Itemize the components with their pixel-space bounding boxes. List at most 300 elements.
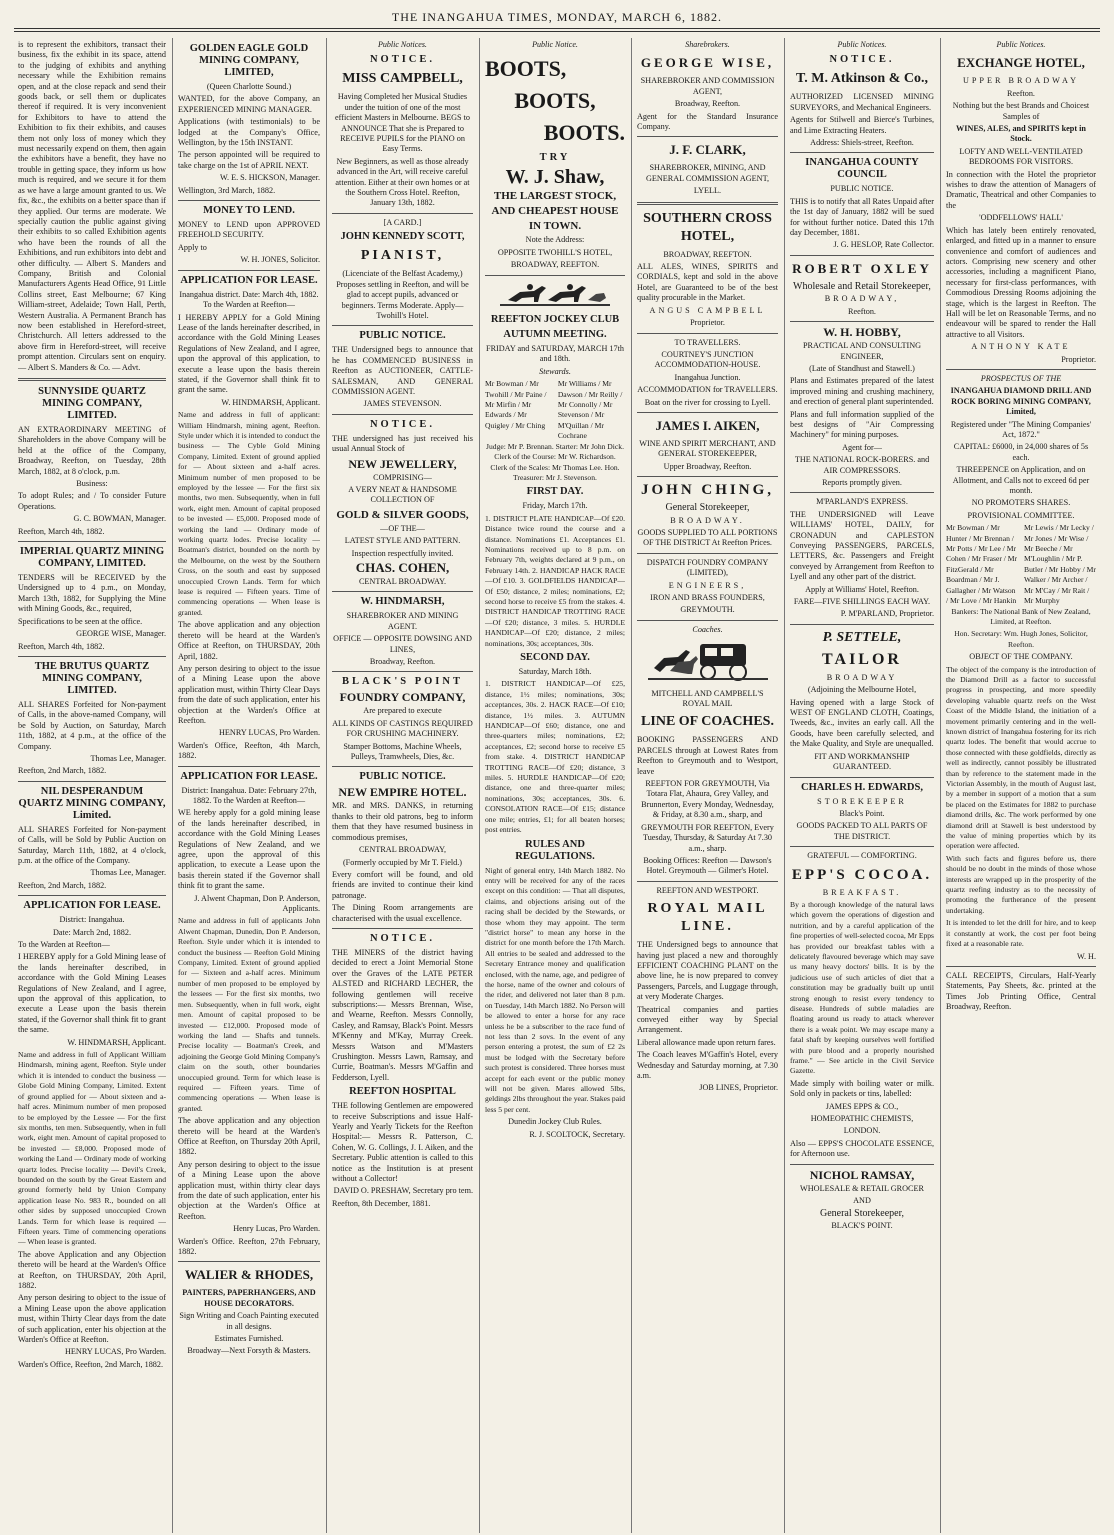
jockey-club-title: REEFTON JOCKEY CLUB bbox=[490, 314, 620, 326]
hospital-title: REEFTON HOSPITAL bbox=[349, 1086, 456, 1098]
express-sign: P. M'PARLAND, Proprietor. bbox=[840, 609, 934, 619]
reefton-westport: REEFTON AND WESTPORT. bbox=[656, 885, 759, 895]
empire-more: Every comfort will be found, and old friends are invited to continue their kind patronage. bbox=[332, 869, 473, 900]
cohen-inspection: Inspection respectfully invited. bbox=[351, 548, 454, 558]
empire-dining: The Dining Room arrangements are characterised with the usual excellence. bbox=[332, 903, 473, 923]
clark-name: J. F. CLARK, bbox=[669, 142, 746, 158]
committee-col-b: Mr Lewis / Mr Lecky / Mr Jones / Mr Wise / Mr Beeche / Mr M'Loughlin / Mr P. Butler / Mr Hobby / Mr Walker / Mr Archer / Mr M'Cay / Mr Rait / Mr Murphy bbox=[1024, 523, 1096, 606]
cohen-body: THE undersigned has just received his usual Annual Stock of bbox=[332, 433, 473, 454]
column-divider bbox=[631, 38, 632, 1533]
aiken-body: WINE AND SPIRIT MERCHANT, AND GENERAL STOREKEEPER, bbox=[639, 438, 776, 459]
separator bbox=[790, 846, 934, 847]
separator bbox=[637, 412, 778, 413]
column-divider bbox=[326, 38, 327, 1533]
card-label: [A CARD.] bbox=[383, 217, 422, 227]
brutus-sign: Thomas Lee, Manager. bbox=[90, 753, 166, 763]
separator bbox=[178, 1261, 320, 1262]
lease-sign: W. HINDMARSH, Applicant. bbox=[67, 1037, 166, 1047]
grateful: GRATEFUL — COMFORTING. bbox=[807, 851, 917, 861]
money-apply: Apply to bbox=[178, 242, 207, 252]
hobby-body: PRACTICAL AND CONSULTING ENGINEER, bbox=[802, 341, 922, 361]
lease2-body: WE hereby apply for a gold mining lease of the lands hereinafter described, in accordance with the Gold Mining Leases Regulations of New Zealand, and we agree, upon the approval of this application, to execute a Lease upon the basis therein stated if the Governor shall think fit to grant the same. bbox=[178, 808, 320, 891]
hindmarsh-address: Broadway, Reefton. bbox=[369, 657, 436, 667]
stewards-heading: Stewards. bbox=[539, 366, 571, 376]
lofty-rooms: LOFTY AND WELL-VENTILATED BEDROOMS FOR VISITORS. bbox=[959, 146, 1083, 167]
blacks-point: Black's Point. bbox=[839, 808, 885, 818]
cohen-latest: LATEST STYLE AND PATTERN. bbox=[344, 536, 461, 546]
sunnyside-title: SUNNYSIDE QUARTZ MINING COMPANY, LIMITED. bbox=[38, 386, 146, 421]
second-day: SECOND DAY. bbox=[520, 652, 590, 663]
sunnyside-business: Business: bbox=[76, 479, 108, 489]
separator bbox=[485, 275, 625, 276]
lease-title: APPLICATION FOR LEASE. bbox=[23, 900, 161, 912]
money-sign: W. H. JONES, Solicitor. bbox=[240, 255, 320, 265]
cohen-line: A VERY NEAT & HANDSOME COLLECTION OF bbox=[348, 484, 457, 505]
route-greymouth-reefton: GREYMOUTH FOR REEFTON, Every Tuesday, Thursday, & Saturday At 7.30 a.m., sharp. bbox=[641, 822, 774, 853]
separator bbox=[790, 152, 934, 153]
lease1-body: I HEREBY APPLY for a Gold Mining Lease of the lands hereinafter described, in accordance with the Gold Mining Leases Regulations of New Zealand, and I agree, upon the approval of this application, to execute a lease upon the basis therein stated, if the Governor shall think fit to grant the same. bbox=[178, 312, 320, 395]
lease1-head: Inangahua district. Date: March 4th, 1882. To the Warden at Reefton— bbox=[179, 289, 319, 310]
races-day-2: 1. DISTRICT HANDICAP—Of £25, distance, 1½ miles; nominations, 30s; acceptances, 30s. 2. HACK RACE—Of £10; distance, 1½ miles. 3. AUTUMN HANDICAP—Of £60; distance, one and three-quarters miles; nominations, £2; acceptances, £2; second horse to receive £5 from stake. 4. DISTRICT HANDICAP TROTTING RACE—Of £20; distance, 3 miles. 5. HURDLE HANDICAP—Of £20; distance, one and three-quarter miles; nominations, 30s; acceptances, 30s. 6. CONSOLATION RACE—Of £15; distance one mile; entries, £1; for all beaten horses; post entries. bbox=[485, 679, 625, 835]
upper-broadway: UPPER BROADWAY bbox=[962, 76, 1080, 86]
imperial-spec: Specifications to be seen at the office. bbox=[18, 616, 143, 626]
atkinson-name: T. M. Atkinson & Co., bbox=[796, 71, 928, 87]
section-heading: Public Notices. bbox=[378, 40, 427, 49]
stevenson-sign: JAMES STEVENSON. bbox=[363, 399, 442, 409]
greymouth: GREYMOUTH. bbox=[680, 605, 735, 615]
campbell-more: New Beginners, as well as those already advanced in the Art, will receive careful attention. Either at their own homes or at the Southern Cross Hotel. Reefton, January 13th, 1882. bbox=[335, 156, 470, 208]
lease-hearing: The above Application and any Objection thereto will be heard at the Warden's Office at Reefton, on THURSDAY, 20th April, 1882. bbox=[18, 1249, 166, 1290]
exhibition-advert: is to represent the exhibitors, transact their business, fix the exhibit in its space, attend to the judging of exhibits and anything necessary while the Exhibition remains open, and at the close repack and send their goods back, or sell them or duplicates thereof if required. It is very inconvenient for Exhibitors to have to attend the Exhibition to fix their exhibits, and causes them not only loss of money which they must necessarily expend on them, then again the exhibitors have a benefit, they have no trouble in getting space, they inform us how much is required, and we secure it for them as we have a large amount granted to us. We fix, &c., the exhibits on a better space than if they applied. Our terms are moderate. We specially caution the public against giving their exhibits to so called Exhibition agents who have been the rounds of all the Exhibitions, and run exhibitors into debt and other difficulty. — Albert S. Manders and Company, British and Colonial Manufacturers Agents Head Office, 91 Little Collins street, East Melbourne; 67 King William-street, Adelaide; Town Hall, Perth, Western Australia. A Permanent Branch has now been established in Hereford-street, Christchurch. All letters addressed to the above firm in Hereford-street, will receive prompt attention. Circulars sent on enquiry. — Albert S. Manders & Co. — Advt. bbox=[18, 40, 166, 372]
coach-illustration bbox=[637, 638, 778, 685]
oxley-address: BROADWAY, bbox=[824, 294, 900, 304]
column-divider bbox=[172, 38, 173, 1533]
lease-body: I HEREBY apply for a Gold Mining lease of the lands hereinafter described, in accordance with the Gold Mining Leases Regulations of New Zealand, and I agree, upon the approval of this application, to execute a Lease upon the basis therein stated, if the Governor shall think fit to grant the same. bbox=[18, 952, 166, 1035]
dispatch-title: DISPATCH FOUNDRY COMPANY (LIMITED), bbox=[646, 557, 769, 578]
foundry-items: Stamper Bottoms, Machine Wheels, Pulleys, Tramwheels, Dies, &c. bbox=[343, 741, 462, 762]
separator bbox=[332, 213, 473, 214]
separator bbox=[332, 928, 473, 929]
courtney-address: Inangahua Junction. bbox=[674, 372, 741, 382]
express-body: THE UNDERSIGNED will Leave WILLIAMS' HOTEL, DAILY, for CRONADUN and CAPLESTON Conveying PASSENGERS, PARCELS, LETTERS, &c. Passengers and Freight conveyed by Arrangement from Reefton to Lyell and any other part of the district. bbox=[790, 509, 934, 582]
chocolate: Also — EPPS'S CHOCOLATE ESSENCE, for Afternoon use. bbox=[790, 1138, 934, 1159]
column-divider bbox=[479, 38, 480, 1533]
tailor-adjoining: (Adjoining the Melbourne Hotel, bbox=[807, 685, 917, 695]
nothing-but-best: Nothing but the best Brands and Choicest Samples of bbox=[952, 101, 1090, 121]
bankers: Bankers: The National Bank of New Zealand, Limited, at Reefton. bbox=[951, 606, 1091, 626]
foundry-line: ALL KINDS OF CASTINGS REQUIRED FOR CRUSHING MACHINERY. bbox=[332, 718, 473, 739]
second-date: Saturday, March 18th. bbox=[518, 667, 592, 676]
general-storekeeper: General Storekeeper, bbox=[820, 1207, 904, 1219]
imperial-sign: GEORGE WISE, Manager. bbox=[76, 629, 166, 639]
council-body: THIS is to notify that all Rates Unpaid after the 1st day of January, 1882 will be sued for without further notice. Dated this 17th day December, 1881. bbox=[790, 196, 934, 238]
lease2-sign: J. Alwent Chapman, Don P. Anderson, Applicants. bbox=[194, 893, 320, 914]
ramsay-body: WHOLESALE & RETAIL GROCER bbox=[800, 1183, 924, 1193]
lease2-title: APPLICATION FOR LEASE. bbox=[180, 770, 318, 782]
royal-mail-coach: The Coach leaves M'Gaffin's Hotel, every Wednesday and Saturday morning, at 7.30 a.m. bbox=[637, 1050, 778, 1080]
atkinson-address: Address: Shiels-street, Reefton. bbox=[810, 138, 914, 148]
lease1-office: Warden's Office, Reefton, 4th March, 1882. bbox=[178, 740, 320, 761]
notice-title-3: NOTICE. bbox=[369, 932, 436, 944]
empire-title: NEW EMPIRE HOTEL. bbox=[338, 785, 467, 800]
council-sign: J. G. HESLOP, Rate Collector. bbox=[833, 240, 934, 250]
scott-body: (Licenciate of the Belfast Academy,) Proposes settling in Reefton, and will be glad to accept pupils, advanced or beginners. Terms Moderate. Apply—Twohill's Hotel. bbox=[336, 269, 469, 320]
lease2-head: District: Inangahua. Date: February 27th, 1882. To the Warden at Reefton— bbox=[181, 785, 317, 805]
tailor-address: BROADWAY bbox=[826, 672, 898, 682]
cohen-comp: COMPRISING— bbox=[373, 472, 432, 482]
jockey-footer: Dunedin Jockey Club Rules. bbox=[508, 1117, 602, 1127]
walier-sign: Sign Writing and Coach Painting executed in all designs. bbox=[179, 1311, 319, 1331]
reefton-label: Reefton. bbox=[1007, 88, 1035, 98]
brutus-title: THE BRUTUS QUARTZ MINING COMPANY, LIMITED. bbox=[34, 660, 150, 696]
hospital-body: THE following Gentlemen are empowered to receive Subscriptions and issue Half-Yearly and Yearly Tickets for the Reefton Hospital:— Messrs R. Patterson, C. Cohen, W. G. Collings, J. I. Aiken, and the Secretary. Public attention is called to this notice as the Institution is at present without a Collector! bbox=[332, 1101, 473, 1184]
council-title: INANGAHUA COUNTY COUNCIL bbox=[805, 157, 919, 181]
committee-list bbox=[946, 523, 1096, 606]
hobby-late: (Late of Standhust and Stawell.) bbox=[809, 363, 915, 373]
cohen-address: CENTRAL BROADWAY. bbox=[358, 577, 447, 586]
stewards-col-a: Mr Bowman / Mr Twohill / Mr Paine / Mr Mirfin / Mr Edwards / Mr Quigley / Mr Ching bbox=[485, 379, 547, 430]
intended: It is intended to let the drill for hire, and to keep it constantly at work, the cost per foot being fixed at a reasonable rate. bbox=[946, 918, 1096, 949]
ching-name: JOHN CHING, bbox=[640, 482, 774, 499]
company-title: INANGAHUA DIAMOND DRILL AND ROCK BORING MINING COMPANY, Limited, bbox=[950, 386, 1092, 417]
empire-body: MR. and MRS. DANKS, in returning thanks to their old patrons, beg to inform them that they have resumed business in commodious premises, bbox=[332, 801, 473, 842]
separator bbox=[178, 200, 320, 201]
ching-goods: GOODS SUPPLIED TO ALL PORTIONS OF THE DISTRICT At Reefton Prices. bbox=[637, 527, 778, 548]
lease2-hearing: The above application and any objection thereto will be heard at the Warden's Office at Reefton, on Thursday 20th April, 1882. bbox=[178, 1116, 320, 1157]
foundry-body: Are prepared to execute bbox=[363, 706, 442, 716]
lease1-hearing: The above application and any objection thereto will be heard at the Warden's Office at Reefton, on THURSDAY, 20th April, 1882. bbox=[178, 620, 320, 661]
oddfellows-hall: 'ODDFELLOWS' HALL' bbox=[979, 213, 1063, 223]
column-3 bbox=[332, 40, 473, 1530]
separator bbox=[946, 966, 1096, 967]
try-label: TRY bbox=[539, 152, 571, 164]
epps-made: Made simply with boiling water or milk. Sold only in packets or tins, labelled: bbox=[790, 1078, 934, 1099]
separator bbox=[790, 321, 934, 322]
oxley-name: ROBERT OXLEY bbox=[792, 260, 932, 276]
secretary: Hon. Secretary: Wm. Hugh Jones, Solicitor, Reefton. bbox=[954, 629, 1088, 649]
separator bbox=[790, 255, 934, 256]
registered: Registered under "The Mining Companies' Act, 1872." bbox=[950, 419, 1092, 439]
separator bbox=[18, 895, 166, 896]
walier-address: Broadway—Next Forsyth & Masters. bbox=[187, 1346, 311, 1356]
stewards-col-b: Mr Williams / Mr Dawson / Mr Reilly / Mr Connolly / Mr Stevenson / Mr M'Quillan / Mr Cochrane bbox=[557, 379, 623, 441]
southern-cross-title: SOUTHERN CROSS HOTEL, bbox=[643, 210, 772, 244]
edwards-name: CHARLES H. EDWARDS, bbox=[801, 781, 923, 793]
walier-body: PAINTERS, PAPERHANGERS, AND HOUSE DECORATORS. bbox=[182, 1288, 316, 1308]
empire-address: CENTRAL BROADWAY, bbox=[358, 845, 447, 855]
imperial-body: TENDERS will be RECEIVED by the Undersigned up to 4 p.m., on Monday, March 13th, 1882, for Supplying the Mine with Mining Goods, &c., required, bbox=[18, 573, 166, 614]
lease1-sign: W. HINDMARSH, Applicant. bbox=[221, 397, 320, 407]
object-body: The object of the company is the introduction of the Diamond Drill as a factor to successful progress in prospecting, and more speedily developing valuable quartz reefs on the West Coast of the Middle Island, the initiation of a movement primarily centering and in the well-known district of Inangahua fostering for its rich quartz lodes. The benefit that would accrue to those connected with these goldfields, directly as well as indirectly, cannot possibly be illustrated than by reference to the statement made in the Victorian Assembly, in the mouth of August last, by a member in support of a motion that a sum be placed on the Estimates for 1882 to purchase diamond drills, &c. The work performed by one diamond drill at Stawell is best understood by the value of mining properties which by its operation were affected. bbox=[946, 664, 1096, 851]
prospectus-sign: W. H. bbox=[1076, 951, 1096, 961]
coaches-heading: Coaches. bbox=[692, 624, 723, 634]
epps-title: EPP'S COCOA. bbox=[791, 866, 933, 883]
southern-cross-owner: ANGUS CAMPBELL bbox=[649, 305, 766, 315]
object-heading: OBJECT OF THE COMPANY. bbox=[969, 652, 1073, 662]
london: LONDON. bbox=[843, 1126, 881, 1136]
column-divider bbox=[940, 38, 941, 1533]
public-notice-2: PUBLIC NOTICE. bbox=[359, 771, 446, 783]
lease1-objection: Any person desiring to object to the issue of a Mining Lease upon the above application must, within Thirty Clear Days from the date of such application, enter his objection at the Warden's Office at Reefton. bbox=[178, 663, 320, 725]
tailor-body: Having opened with a large Stock of WEST OF ENGLAND CLOTH, Coatings, Tweeds, &c., invites an early call. All the Goods, have been carefully selected, and the Make Quality, and Style are unequalled. bbox=[790, 697, 934, 749]
hindmarsh-name: W. HINDMARSH, bbox=[360, 596, 445, 608]
stevenson-body: THE Undersigned begs to announce that he has COMMENCED BUSINESS in Reefton as AUCTIONEER, CATTLE-SALESMAN, AND GENERAL COMMISSION AGENT. bbox=[332, 345, 473, 396]
largest-stock: THE LARGEST STOCK, bbox=[493, 190, 617, 203]
nil-date: Reefton, 2nd March, 1882. bbox=[18, 880, 107, 890]
masthead-rule bbox=[14, 28, 1100, 29]
golden-eagle-date: Wellington, 3rd March, 1882. bbox=[178, 185, 276, 195]
southern-cross-body: ALL ALES, WINES, SPIRITS and CORDIALS, kept and sold in the above Hotel, are Guaranteed to be of the best quality procurable in the Market. bbox=[637, 262, 778, 303]
separator bbox=[637, 881, 778, 882]
golden-eagle-title: GOLDEN EAGLE GOLD MINING COMPANY, LIMITED, bbox=[189, 43, 309, 78]
booking-offices: Booking Offices: Reefton — Dawson's Hotel. Greymouth — Gilmer's Hotel. bbox=[643, 855, 772, 876]
separator bbox=[332, 591, 473, 592]
engineers: ENGINEERS, bbox=[668, 580, 747, 590]
walier-estimates: Estimates Furnished. bbox=[214, 1334, 284, 1344]
boots-3: BOOTS. bbox=[543, 120, 625, 146]
lease-officer: HENRY LUCAS, Pro Warden. bbox=[65, 1347, 166, 1357]
lease-office: Warden's Office, Reefton, 2nd March, 1882. bbox=[18, 1359, 164, 1369]
clark-body: SHAREBROKER, MINING, AND GENERAL COMMISSION AGENT, bbox=[645, 163, 770, 183]
council-notice: PUBLIC NOTICE. bbox=[830, 184, 894, 194]
rockborers: THE NATIONAL ROCK-BORERS. and AIR COMPRESSORS. bbox=[794, 455, 930, 475]
kate-name: ANTHONY KATE bbox=[971, 342, 1071, 352]
lease2-details: Name and address in full of applicants John Alwent Chapman, Dunedin, Don P. Anderson, Reefton. Style under which it is intended to conduct the business — Reefton Gold Mining Company, Limited. Extent of ground applied for — Sixteen and a-half acres. Minimum number of men proposed to be employed by the lessees — For the first six months, two men. Subsequently, when in full work, eight men. Amount of capital proposed to be invested — £12,000. Proposed mode of working the land — Shafts and tunnels. Precise locality — Boatman's Creek, and adjoining the George Gold Mining Company's claim on the south, other boundaries unoccupied ground. Term for which lease is required — Fifteen years. Time of commencing operations — When lease is granted. bbox=[178, 916, 320, 1113]
lease2-officer: Henry Lucas, Pro Warden. bbox=[233, 1224, 320, 1234]
separator bbox=[18, 656, 166, 657]
campbell-name: MISS CAMPBELL, bbox=[342, 71, 463, 87]
ching-address: BROADWAY. bbox=[670, 515, 745, 525]
imperial-date: Reefton, March 4th, 1882. bbox=[18, 641, 105, 651]
homeopathic: HOMEOPATHIC CHEMISTS, bbox=[810, 1114, 914, 1124]
kate-proprietor: Proprietor. bbox=[1061, 354, 1096, 364]
cohen-name: CHAS. COHEN, bbox=[355, 560, 450, 575]
lease-date: Date: March 2nd, 1882. bbox=[53, 927, 131, 937]
and-label: AND bbox=[853, 1196, 871, 1206]
separator bbox=[18, 378, 166, 381]
column-divider bbox=[784, 38, 785, 1533]
oxley-body: Wholesale and Retail Storekeeper, bbox=[793, 280, 931, 292]
separator bbox=[178, 270, 320, 271]
exchange-title: EXCHANGE HOTEL, bbox=[957, 55, 1085, 71]
address: OPPOSITE TWOHILL'S HOTEL, bbox=[497, 247, 613, 257]
cohen-gold: GOLD & SILVER GOODS, bbox=[336, 508, 469, 521]
cohen-of: —OF THE— bbox=[380, 523, 425, 533]
aiken-address: Upper Broadway, Reefton. bbox=[663, 461, 752, 471]
courtney-title: COURTNEY'S JUNCTION ACCOMMODATION-HOUSE. bbox=[654, 349, 761, 370]
mitchell-title: MITCHELL AND CAMPBELL'S ROYAL MAIL bbox=[651, 688, 764, 709]
sunnyside-items: To adopt Rules; and / To consider Future Operations. bbox=[18, 491, 166, 511]
section-heading: Public Notices. bbox=[837, 40, 887, 49]
separator bbox=[18, 541, 166, 542]
section-heading: Public Notice. bbox=[532, 40, 578, 49]
first-day: FIRST DAY. bbox=[526, 486, 584, 498]
ching-body: General Storekeeper, bbox=[665, 502, 750, 514]
call-receipts: CALL RECEIPTS, Circulars, Half-Yearly Statements, Pay Sheets, &c. printed at the Times Job Printing Office, Central Broadway, Reefton. bbox=[946, 970, 1096, 1012]
miners-body: THE MINERS of the district having decided to erect a Joint Memorial Stone over the Graves of the LATE PETER ALSTED and RICHARD LECHER, the following gentlemen will receive subscriptions:— Messrs Brennan, Wise, and Wearne, Reefton. Messrs Connolly, Casley, and Ramsay, Black's Point. Messrs M'Kenny and M'Kay, Murray Creek. Messrs Watson and M'Masters Crushington. Messrs Lawn, Ramsay, and Currie, Boatman's. Messrs M'Gaffin and Fedderson, Lyell. bbox=[332, 947, 473, 1082]
reports: Reports promptly given. bbox=[822, 477, 902, 487]
no-promoters: NO PROMOTERS SHARES. bbox=[971, 498, 1071, 508]
notice-title: NOTICE. bbox=[369, 54, 436, 66]
autumn-meeting: AUTUMN MEETING. bbox=[503, 329, 607, 341]
boots-1: BOOTS, bbox=[485, 56, 567, 82]
empire-former: (Formerly occupied by Mr T. Field.) bbox=[342, 857, 463, 867]
campbell-body: Having Completed her Musical Studies under the tuition of one of the most efficient Masters in Melbourne. BEGS to ANNOUNCE That she is Prepared to RECEIVE PUPILS for the PIANO on Easy Terms. bbox=[335, 92, 470, 154]
golden-eagle-apply: Applications (with testimonials) to be lodged at the Company's Office, Wellington, by the 15th INSTANT. bbox=[178, 117, 320, 148]
address-note: Note the Address: bbox=[525, 235, 585, 245]
sunnyside-sign: G. C. BOWMAN, Manager. bbox=[73, 514, 166, 524]
lease-to: To the Warden at Reefton— bbox=[18, 940, 110, 949]
racehorse-illustration bbox=[485, 280, 625, 311]
royal-mail-theatrical: Theatrical companies and parties conveyed either way by Special Arrangement. bbox=[637, 1004, 778, 1035]
cheapest-house: AND CHEAPEST HOUSE bbox=[491, 205, 619, 218]
scott-name: JOHN KENNEDY SCOTT, bbox=[340, 231, 465, 243]
express-title: M'PARLAND'S EXPRESS. bbox=[816, 497, 908, 507]
committee-heading: PROVISIONAL COMMITTEE. bbox=[967, 510, 1075, 520]
column-7 bbox=[946, 40, 1096, 1530]
separator bbox=[637, 202, 778, 205]
rules-heading: RULES AND REGULATIONS. bbox=[515, 838, 595, 862]
to-travellers: TO TRAVELLERS. bbox=[674, 337, 741, 347]
notice-title: NOTICE. bbox=[829, 54, 895, 66]
masthead: THE INANGAHUA TIMES, MONDAY, MARCH 6, 1882. bbox=[391, 10, 723, 24]
masthead-rule-double bbox=[14, 31, 1100, 32]
hospital-date: Reefton, 8th December, 1881. bbox=[332, 1198, 431, 1208]
ramsay-name: NICHOL RAMSAY, bbox=[809, 1167, 915, 1182]
separator bbox=[637, 620, 778, 621]
lease-objection: Any person desiring to object to the issue of a Mining Lease upon the above application must, within Thirty Clear days from the date of such application, enter his objection at the Warden's Office at Reefton. bbox=[18, 1293, 166, 1345]
epps-company: JAMES EPPS & CO., bbox=[825, 1101, 899, 1111]
express-apply: Apply at Williams' Hotel, Reefton. bbox=[805, 584, 919, 594]
stewards-list bbox=[485, 379, 625, 441]
brutus-date: Reefton, 2nd March, 1882. bbox=[18, 766, 107, 776]
golden-eagle-body: WANTED, for the above Company, an EXPERIENCED MINING MANAGER. bbox=[178, 94, 320, 114]
broadway-address: BROADWAY, REEFTON. bbox=[510, 260, 600, 270]
separator bbox=[637, 333, 778, 334]
column-5 bbox=[637, 40, 778, 1530]
cohen-new: NEW JEWELLERY, bbox=[348, 456, 457, 471]
column-6 bbox=[790, 40, 934, 1530]
lease1-details: Name and address in full of applicant: William Hindmarsh, mining agent, Reefton. Style under which it is intended to conduct the business — The Cyble Gold Mining Company, Limited. Extent of ground applied for — About sixteen and a-half acres. Minimum number of men proposed to be employed by the lessee — For the first six months, two men. Subsequently, when in full work, eight men. Amount of capital proposed to be invested — £5,000. Proposed mode of working the land — Ordinary mode of working quartz lodes. Precise locality — Boatman's district, bounded on the north by the Melbourne, on the west by the Southern Cross, on the south and east by supposed unoccupied Crown Lands. Term for which lease is required — Fifteen years. Time of commencing operations — When lease is granted. bbox=[178, 410, 320, 617]
wise-name: GEORGE WISE, bbox=[640, 55, 775, 71]
hobby-info: Plans and full information supplied of the best designs of "Air Compressing Machinery" for mining purposes. bbox=[790, 409, 934, 440]
public-notice: PUBLIC NOTICE. bbox=[359, 330, 446, 342]
lease-details: Name and address in full of Applicant William Hindmarsh, mining agent, Reefton. Style under which it is intended to conduct the business — Globe Gold Mining Company, Limited. Extent of ground applied for — About sixteen and a-half acres. Minimum number of men proposed to be employed by the Lessee — For the first six months, ten men. Subsequently, when in full work, eight men. Amount of capital proposed to be invested — £8,000. Proposed mode of working the Land — Ordinary mode of working quartz lodes. Precise locality — Devil's Creek, bounded on the south by the Great Eastern and ground formerly held by Union Company application lease No. 983 R., bounded on all other sides by supposed unoccupied Crown Lands. Term for which lease is required — Fifteen years. Time of commencing operations — When lease is granted. bbox=[18, 1050, 166, 1247]
threepence: THREEPENCE on Application, and on Allotment, and Calls not to exceed 6d per month. bbox=[952, 465, 1090, 496]
hobby-name: W. H. HOBBY, bbox=[823, 325, 901, 340]
wines-ales: WINES, ALES, and SPIRITS kept in Stock. bbox=[956, 124, 1086, 144]
golden-eagle-sub: (Queen Charlotte Sound.) bbox=[206, 82, 292, 91]
foundry-title: BLACK'S POINT bbox=[342, 676, 463, 688]
lease1-officer: HENRY LUCAS, Pro Warden. bbox=[219, 728, 320, 738]
atkinson-agents: Agents for Stilwell and Bierce's Turbines, and Lime Extracting Heaters. bbox=[790, 115, 934, 135]
storekeeper: STOREKEEPER bbox=[817, 796, 907, 806]
tailor-label: TAILOR bbox=[822, 650, 902, 668]
clark-address: LYELL. bbox=[693, 186, 722, 196]
separator bbox=[332, 325, 473, 326]
foundry-name: FOUNDRY COMPANY, bbox=[339, 690, 466, 705]
hall-body: Which has lately been entirely renovated, enlarged, and fitted up in a manner to ensure convenience and comfort of audiences and actors. Comprising new scenery and other accessories, including a magnificent Piano, necessary for first-class performances, with Commodious Dressing Rooms adjoining the stage, which is the largest in Reefton. The Hall will be let on Reasonable Terms, and no endeavour will be spared to render the Hall attractive to all Visitors. bbox=[946, 225, 1096, 339]
hindmarsh-body: SHAREBROKER AND MINING AGENT. bbox=[346, 611, 459, 631]
races-day-1: 1. DISTRICT PLATE HANDICAP—Of £20. Distance twice round the course and a distance. Nominations £1. Acceptances £1. Nominations received up to 8 p.m. on February 7th, weights declared at 9 p.m., on February 14th. 2. HANDICAP HACK RACE—Of £10. 3. GOLDFIELDS HANDICAP—Of £50; distance, 2 miles; nominations, £2; second horse to receive £5 from the stakes. 4. DISTRICT HANDICAP TROTTING RACE—Of £20; distance, 3 miles. 5. HURDLE HANDICAP—Of £20; distance, 2 miles; nominations, 30s; acceptances, 30s. bbox=[485, 513, 625, 648]
royal-mail-line: ROYAL MAIL LINE. bbox=[647, 901, 768, 935]
scott-title: PIANIST, bbox=[360, 248, 445, 264]
lease2-office: Warden's Office. Reefton, 27th February, 1882. bbox=[178, 1236, 320, 1257]
wise-agent: Agent for the Standard Insurance Company. bbox=[637, 111, 778, 132]
separator bbox=[790, 624, 934, 625]
shaw-name: W. J. Shaw, bbox=[505, 166, 605, 189]
express-fare: FARE—FIVE SHILLINGS EACH WAY. bbox=[793, 597, 931, 607]
sunnyside-date: Reefton, March 4th, 1882. bbox=[18, 526, 105, 536]
boat-note: Boat on the river for crossing to Lyell. bbox=[644, 397, 771, 407]
first-date: Friday, March 17th. bbox=[522, 501, 588, 511]
wise-address: Broadway, Reefton. bbox=[674, 99, 741, 109]
atkinson-body: AUTHORIZED LICENSED MINING SURVEYORS, and Mechanical Engineers. bbox=[790, 92, 934, 112]
aiken-name: JAMES I. AIKEN, bbox=[655, 417, 760, 433]
money-body: MONEY to LEND upon APPROVED FREEHOLD SECURITY. bbox=[178, 220, 320, 240]
separator bbox=[946, 369, 1096, 370]
lease-district: District: Inangahua. bbox=[59, 915, 125, 925]
nil-sign: Thomas Lee, Manager. bbox=[90, 868, 166, 878]
iron-founders: IRON AND BRASS FOUNDERS, bbox=[650, 593, 765, 602]
notice-title-2: NOTICE. bbox=[369, 418, 436, 430]
sunnyside-body: AN EXTRAORDINARY MEETING of Shareholders in the above Company will be held at the office of the Company, Broadway, Reefton, on Tuesday, 28th March, 1882, at 8 o'clock, p.m. bbox=[18, 425, 166, 476]
separator bbox=[332, 671, 473, 672]
breakfast: BREAKFAST. bbox=[822, 887, 902, 897]
wise-body: SHAREBROKER AND COMMISSION AGENT, bbox=[640, 76, 775, 96]
column-2 bbox=[178, 40, 320, 1530]
route-reefton-greymouth: REEFTON FOR GREYMOUTH, Via Totara Flat, Ahaura, Grey Valley, and Brunnerton, Every Monday, Wednesday, & Friday, at 8.30 a.m., sharp, and bbox=[641, 779, 774, 820]
separator bbox=[637, 553, 778, 554]
separator bbox=[332, 414, 473, 415]
hall-connection: In connection with the Hotel the proprietor wishes to draw the attention of Managers of Dramatic, Theatrical and other Companies to the bbox=[946, 169, 1096, 210]
jockey-sign: R. J. SCOLTOCK, Secretary. bbox=[529, 1129, 625, 1139]
golden-eagle-sign: W. E. S. HICKSON, Manager. bbox=[220, 173, 320, 183]
lease1-title: APPLICATION FOR LEASE. bbox=[180, 274, 318, 286]
rules-body: Night of general entry, 14th March 1882. No entry will be received for any of the races except on this condition: — That all disputes, claims, and objections arising out of the racing shall be decided by the Stewards, or those whom they may appoint. The term "district horse" to mean any horse in the district for one month before the 17th March. All entries to be sealed and addressed to the Secretary Entrance money and qualification enclosed, with the name, age, and pedigree of the horse, name of the owner and colours of the rider, and delivered not later than 8 p.m. on Tuesday, 14th March 1882. No Person will be allowed to enter a horse for any race unless he be a subscriber to the race fund of not less than 2 sovs. In the event of any person entering a protest, the sum of £2 2s must be lodged with the Secretary before such protest is considered. Three horses must accept for each event or the public money will not be given. Mares allowed 5lbs, geldings 2lbs throughout the year. Stakes paid less 5 per cent. bbox=[485, 865, 625, 1114]
royal-mail-allowance: Liberal allowance made upon return fares. bbox=[637, 1037, 776, 1047]
facts: With such facts and figures before us, there should be no doubt in the minds of those whose interests are wrapped up in the prosperity of the quartz reefing industry as to the necessity of promoting the furtherance of the present undertaking. bbox=[946, 853, 1096, 915]
hospital-sign: DAVID O. PRESHAW, Secretary pro tem. bbox=[333, 1186, 473, 1196]
golden-eagle-note: The person appointed will be required to take charge on the 1st of APRIL NEXT. bbox=[178, 150, 320, 170]
lease2-objection: Any person desiring to object to the issue of a Mining Lease upon the above application must, within thirty clear days from the date of such application, enter his objection at the Warden's Office at Reefton. bbox=[178, 1159, 320, 1221]
fit-guaranteed: FIT AND WORKMANSHIP GUARANTEED. bbox=[814, 751, 910, 772]
in-town: IN TOWN. bbox=[528, 220, 582, 233]
hindmarsh-office: OFFICE — OPPOSITE DOWSING AND LINES, bbox=[333, 634, 472, 654]
royal-mail-body: THE Undersigned begs to announce that having just placed a new and thoroughly EFFICIENT COACHING PLANT on the above line, he is now prepared to convey Passengers, Parcels, and Luggage through, at very Moderate Charges. bbox=[637, 940, 778, 1002]
column-4 bbox=[485, 40, 625, 1530]
prospectus-heading: PROSPECTUS OF THE bbox=[980, 373, 1062, 383]
separator bbox=[637, 476, 778, 477]
separator bbox=[790, 777, 934, 778]
settele-name: P. SETTELE, bbox=[822, 629, 902, 645]
nil-body: ALL SHARES Forfeited for Non-payment of Calls, will be Sold by Public Auction on Saturday, March 11th, 1882, at 4 o'clock, p.m. at the office of the Company. bbox=[18, 824, 166, 865]
separator bbox=[332, 766, 473, 767]
line-of-coaches: LINE OF COACHES. bbox=[641, 714, 774, 730]
imperial-title: IMPERIAL QUARTZ MINING COMPANY, LIMITED. bbox=[19, 546, 165, 570]
goods-packed: GOODS PACKED TO ALL PARTS OF THE DISTRICT. bbox=[796, 821, 928, 841]
committee-col-a: Mr Bowman / Mr Hunter / Mr Brennan / Mr Potts / Mr Lee / Mr Cohen / Mr Fraser / Mr FitzGerald / Mr Boardman / Mr J. Gallagher / Mr Watson / Mr Love / Mr Hankin bbox=[946, 523, 1018, 606]
brutus-body: ALL SHARES Forfeited for Non-payment of Calls, in the above-named Company, will be Sold by Auction, on Saturday, March 11th, 1882, at 4 p.m., at the office of the Company. bbox=[18, 699, 166, 751]
separator bbox=[637, 136, 778, 137]
accommodation: ACCOMMODATION for TRAVELLERS. bbox=[637, 385, 778, 395]
oxley-town: Reefton. bbox=[848, 306, 876, 316]
blacks-point-2: BLACK'S POINT. bbox=[831, 1220, 893, 1230]
capital: CAPITAL: £6000, in 24,000 shares of 5s each. bbox=[953, 442, 1089, 462]
section-heading: Sharebrokers. bbox=[685, 40, 730, 49]
nil-title: NIL DESPERANDUM QUARTZ MINING COMPANY, Limited. bbox=[18, 785, 166, 821]
meeting-dates: FRIDAY and SATURDAY, MARCH 17th and 18th. bbox=[486, 344, 624, 364]
